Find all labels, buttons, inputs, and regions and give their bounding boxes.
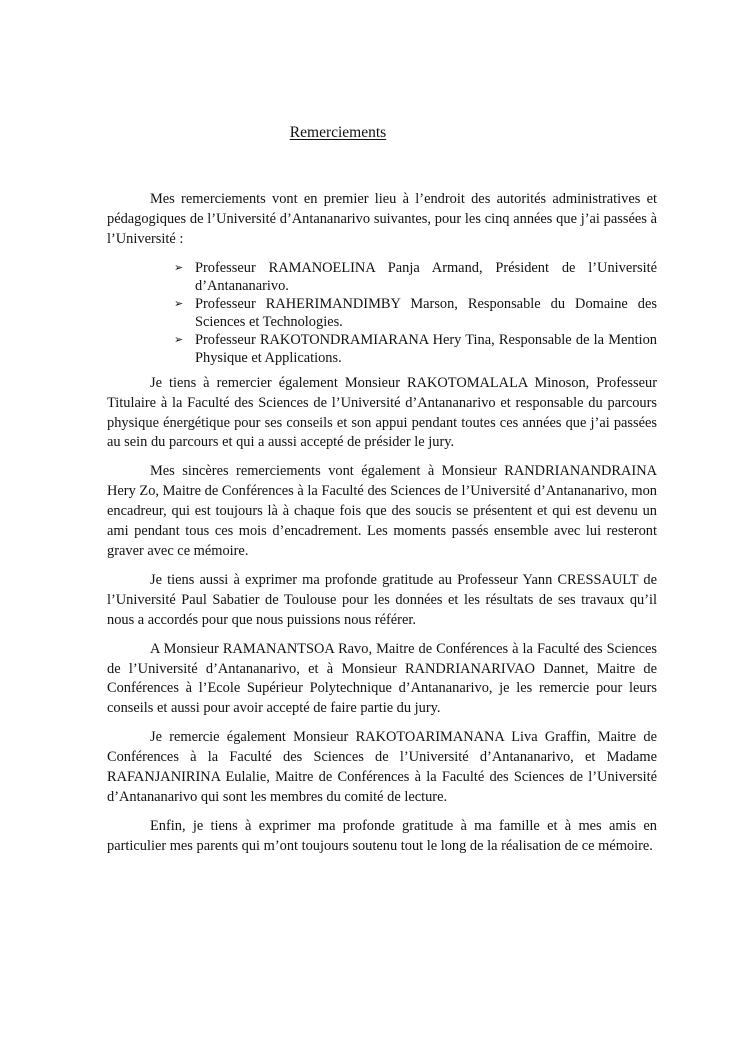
list-item-text: Professeur RAKOTONDRAMIARANA Hery Tina, Responsable de la Mention Physique et Applications. (195, 331, 657, 366)
list-item (174, 295, 657, 331)
paragraph: Mes sincères remerciements vont également à Monsieur RANDRIANANDRAINA Hery Zo, Maitre de Conférences à la Faculté des Sciences de l’Université d’Antananarivo, mon encadreur, qui est toujours là à chaque fois que des soucis se présentent et qui est devenu un ami pendant tous ces mois d’encadrement. Les moments passés ensemble avec lui resteront graver avec ce mémoire. (107, 463, 657, 559)
document-body (107, 190, 657, 866)
arrow-bullet-icon: ➢ (174, 332, 184, 346)
authorities-list (107, 259, 657, 367)
arrow-bullet-icon: ➢ (174, 260, 184, 274)
list-item (174, 331, 657, 367)
list-item-text: Professeur RAHERIMANDIMBY Marson, Responsable du Domaine des Sciences et Technologies. (195, 295, 657, 330)
page-title: Remerciements (289, 124, 387, 141)
arrow-bullet-icon: ➢ (174, 296, 184, 310)
list-item-text: Professeur RAMANOELINA Panja Armand, Président de l’Université d’Antananarivo. (195, 259, 657, 294)
paragraph: Enfin, je tiens à exprimer ma profonde gratitude à ma famille et à mes amis en particulier mes parents qui m’ont toujours soutenu tout le long de la réalisation de ce mémoire. (107, 817, 657, 854)
intro-paragraph: Mes remerciements vont en premier lieu à l’endroit des autorités administratives et pédagogiques de l’Université d’Antananarivo suivantes, pour les cinq années que j’ai passées à l’Université : (107, 191, 657, 247)
paragraph: Je remercie également Monsieur RAKOTOARIMANANA Liva Graffin, Maitre de Conférences à la Faculté des Sciences de l’Université d’Antananarivo, et Madame RAFANJANIRINA Eulalie, Maitre de Conférences à la Faculté des Sciences de l’Université d’Antananarivo qui sont les membres du comité de lecture. (107, 729, 657, 805)
list-item (174, 259, 657, 295)
paragraph: Je tiens aussi à exprimer ma profonde gratitude au Professeur Yann CRESSAULT de l’Université Paul Sabatier de Toulouse pour les données et les résultats de ses travaux qu’il nous a accordés pour que nous puissions nous référer. (107, 571, 657, 628)
paragraph: A Monsieur RAMANANTSOA Ravo, Maitre de Conférences à la Faculté des Sciences de l’Université d’Antananarivo, et à Monsieur RANDRIANARIVAO Dannet, Maitre de Conférences à l’Ecole Supérieur Polytechnique d’Antananarivo, je les remercie pour leurs conseils et aussi pour avoir accepté de faire partie du jury. (107, 640, 657, 717)
paragraph: Je tiens à remercier également Monsieur RAKOTOMALALA Minoson, Professeur Titulaire à la Faculté des Sciences de l’Université d’Antananarivo et responsable du parcours physique énergétique pour ses conseils et son appui pendant toutes ces années que j’ai passées au sein du parcours et qui a aussi accepté de présider le jury. (107, 374, 657, 451)
